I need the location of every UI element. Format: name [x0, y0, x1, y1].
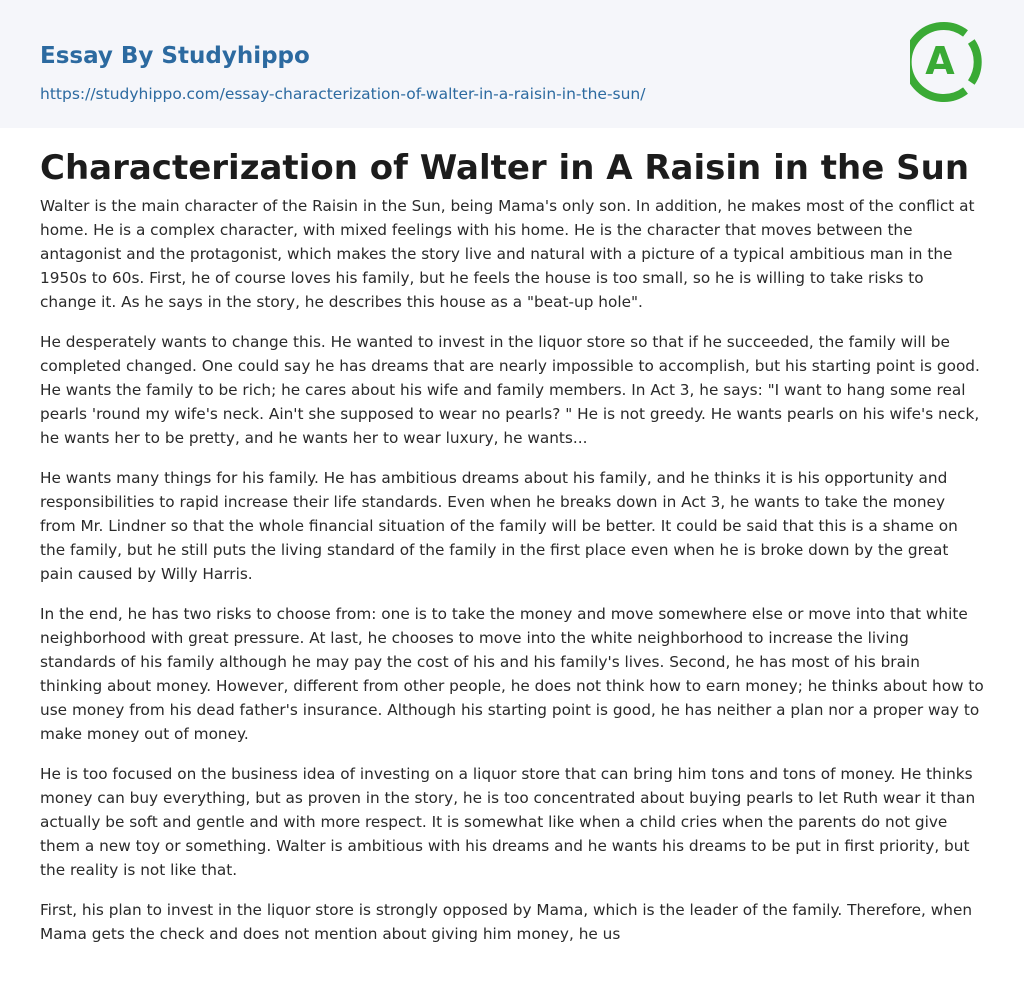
essay-paragraph: He desperately wants to change this. He wanted to invest in the liquor store so that if he succeeded, the family will be completed changed. One could say he has dreams that are nearly impossible to accomplish, but his starting point is good. He wants the family to be rich; he cares about his wife and family members. In Act 3, he says: "I want to hang some real pearls 'round my wife's neck. Ain't she supposed to wear no pearls? " He is not greedy. He wants pearls on his wife's neck, he wants her to be pretty, and he wants her to wear luxury, he wants...	[40, 333, 980, 447]
site-title[interactable]: Essay By Studyhippo	[40, 43, 310, 69]
essay-body	[40, 194, 984, 962]
essay-title: Characterization of Walter in A Raisin in the Sun	[40, 148, 970, 188]
site-header	[0, 0, 1024, 128]
essay-paragraph: He wants many things for his family. He has ambitious dreams about his family, and he thinks it is his opportunity and responsibilities to rapid increase their life standards. Even when he breaks down in Act 3, he wants to take the money from Mr. Lindner so that the whole financial situation of the family will be better. It could be said that this is a shame on the family, but he still puts the living standard of the family in the first place even when he is broke down by the great pain caused by Willy Harris.	[40, 469, 958, 583]
logo-letter: A	[925, 39, 955, 83]
essay-paragraph: In the end, he has two risks to choose from: one is to take the money and move somewhere else or move into that white neighborhood with great pressure. At last, he chooses to move into the white neighborhood to increase the living standards of his family although he may pay the cost of his and his family's lives. Second, he has most of his brain thinking about money. However, different from other people, he does not think how to earn money; he thinks about how to use money from his dead father's insurance. Although his starting point is good, he has neither a plan nor a proper way to make money out of money.	[40, 605, 984, 743]
essay-paragraph: He is too focused on the business idea of investing on a liquor store that can bring him tons and tons of money. He thinks money can buy everything, but as proven in the story, he is too concentrated about buying pearls to let Ruth wear it than actually be soft and gentle and with more respect. It is somewhat like when a child cries when the parents do not give them a new toy or something. Walter is ambitious with his dreams and he wants his dreams to be put in first priority, but the reality is not like that.	[40, 765, 976, 879]
essay-paragraph: First, his plan to invest in the liquor store is strongly opposed by Mama, which is the leader of the family. Therefore, when Mama gets the check and does not mention about giving him money, he us	[40, 901, 973, 943]
studyhippo-logo-icon[interactable]	[910, 18, 988, 106]
essay-url-link[interactable]: https://studyhippo.com/essay-characterization-of-walter-in-a-raisin-in-the-sun/	[40, 85, 646, 103]
essay-paragraph: Walter is the main character of the Raisin in the Sun, being Mama's only son. In addition, he makes most of the conflict at home. He is a complex character, with mixed feelings with his home. He is the character that moves between the antagonist and the protagonist, which makes the story live and natural with a picture of a typical ambitious man in the 1950s to 60s. First, he of course loves his family, but he feels the house is too small, so he is willing to take risks to change it. As he says in the story, he describes this house as a "beat-up hole".	[40, 197, 975, 311]
